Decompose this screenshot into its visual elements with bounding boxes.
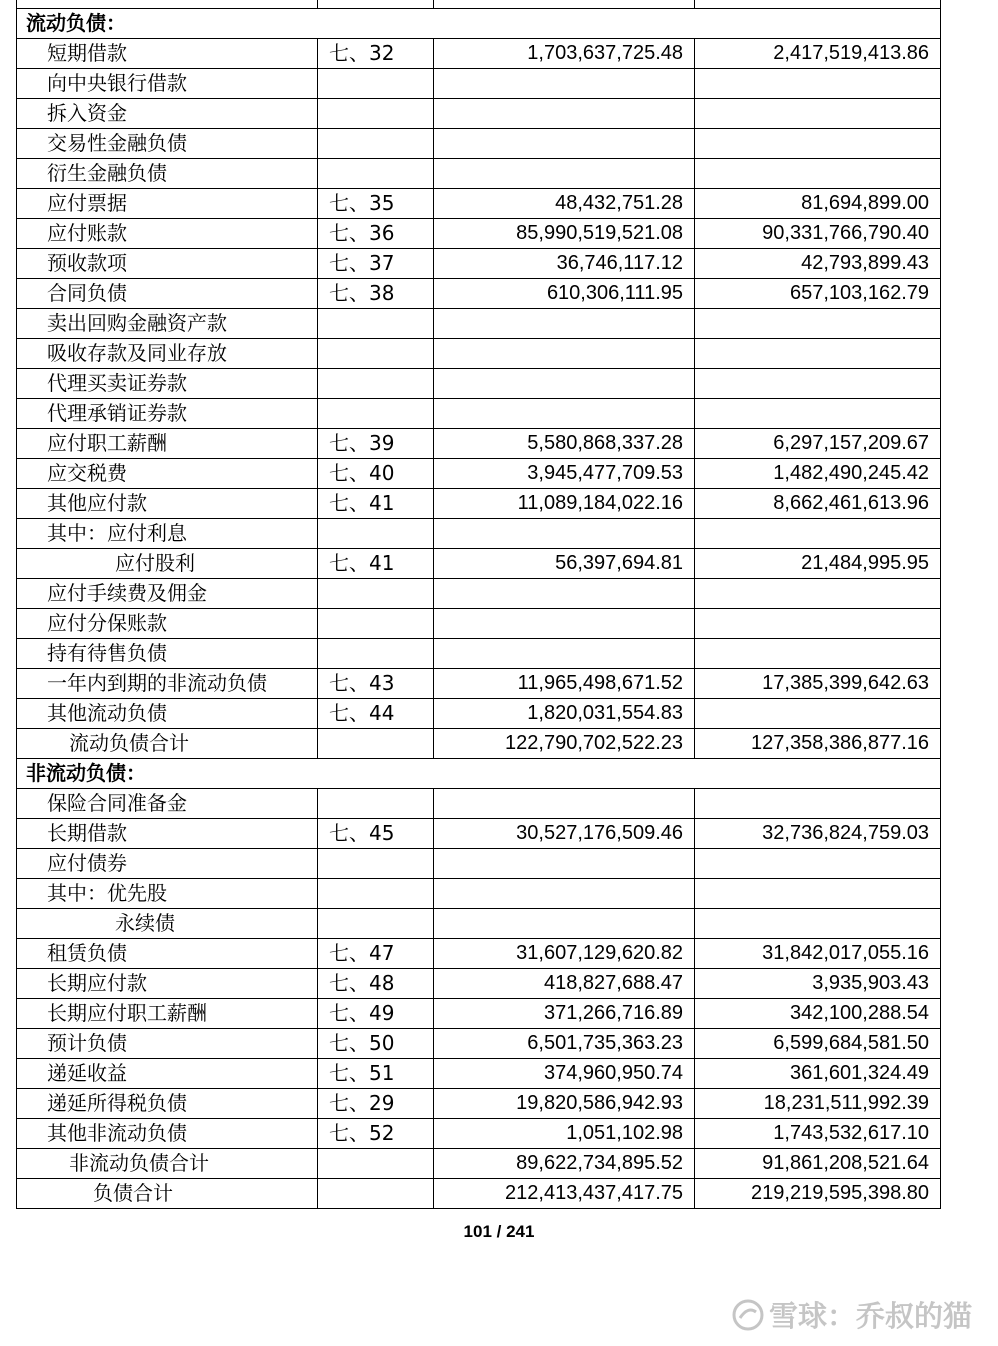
- previous-amount-cell: [695, 909, 941, 939]
- note-cell: [318, 789, 434, 819]
- previous-amount-cell: 31,842,017,055.16: [695, 939, 941, 969]
- current-amount-cell: 19,820,586,942.93: [434, 1089, 695, 1119]
- previous-amount-cell: [695, 129, 941, 159]
- current-amount-cell: 1,703,637,725.48: [434, 39, 695, 69]
- previous-amount-cell: [695, 609, 941, 639]
- previous-amount-cell: 1,743,532,617.10: [695, 1119, 941, 1149]
- table-row: [17, 909, 941, 939]
- item-cell: 预计负债: [17, 1029, 318, 1059]
- current-amount-cell: 374,960,950.74: [434, 1059, 695, 1089]
- previous-amount-cell: 219,219,595,398.80: [695, 1179, 941, 1209]
- table-row: [17, 1029, 941, 1059]
- table-row: [17, 429, 941, 459]
- current-amount-cell: [434, 129, 695, 159]
- previous-amount-cell: [695, 309, 941, 339]
- previous-amount-cell: 42,793,899.43: [695, 249, 941, 279]
- table-row: [17, 729, 941, 759]
- watermark: [731, 1294, 972, 1335]
- table-row: [17, 339, 941, 369]
- note-cell: 七、43: [318, 669, 434, 699]
- table-row: [17, 279, 941, 309]
- previous-amount-cell: [695, 849, 941, 879]
- current-amount-cell: [434, 789, 695, 819]
- table-row: [17, 129, 941, 159]
- previous-amount-cell: 8,662,461,613.96: [695, 489, 941, 519]
- table-row: [17, 369, 941, 399]
- table-row: [17, 669, 941, 699]
- current-amount-cell: 85,990,519,521.08: [434, 219, 695, 249]
- current-amount-cell: 5,580,868,337.28: [434, 429, 695, 459]
- section-title-current-liabilities: 流动负债：: [17, 9, 941, 39]
- note-cell: 七、37: [318, 249, 434, 279]
- item-cell: 吸收存款及同业存放: [17, 339, 318, 369]
- note-cell: 七、48: [318, 969, 434, 999]
- table-row: [17, 879, 941, 909]
- current-amount-cell: 122,790,702,522.23: [434, 729, 695, 759]
- item-cell: 保险合同准备金: [17, 789, 318, 819]
- table-row: [17, 489, 941, 519]
- table-row: [17, 159, 941, 189]
- item-cell: 代理买卖证券款: [17, 369, 318, 399]
- table-row: [17, 399, 941, 429]
- note-cell: [318, 849, 434, 879]
- table-row: [17, 1149, 941, 1179]
- previous-amount-cell: 3,935,903.43: [695, 969, 941, 999]
- previous-amount-cell: 342,100,288.54: [695, 999, 941, 1029]
- note-cell: [318, 159, 434, 189]
- previous-amount-cell: 18,231,511,992.39: [695, 1089, 941, 1119]
- item-cell: 合同负债: [17, 279, 318, 309]
- item-cell: 应付账款: [17, 219, 318, 249]
- note-cell: [318, 309, 434, 339]
- previous-amount-cell: 32,736,824,759.03: [695, 819, 941, 849]
- current-amount-cell: [434, 69, 695, 99]
- previous-amount-cell: 6,297,157,209.67: [695, 429, 941, 459]
- current-amount-cell: [434, 99, 695, 129]
- note-cell: 七、35: [318, 189, 434, 219]
- item-cell: 持有待售负债: [17, 639, 318, 669]
- note-cell: 七、49: [318, 999, 434, 1029]
- table-row: [17, 639, 941, 669]
- previous-amount-cell: 17,385,399,642.63: [695, 669, 941, 699]
- table-row: [17, 789, 941, 819]
- current-amount-cell: [434, 579, 695, 609]
- note-cell: [318, 129, 434, 159]
- current-amount-cell: [434, 519, 695, 549]
- previous-amount-cell: 21,484,995.95: [695, 549, 941, 579]
- item-cell: 递延收益: [17, 1059, 318, 1089]
- table-row: [17, 1119, 941, 1149]
- item-cell: 预收款项: [17, 249, 318, 279]
- item-cell: 非流动负债合计: [17, 1149, 318, 1179]
- note-cell: [318, 339, 434, 369]
- note-cell: [318, 369, 434, 399]
- previous-amount-cell: [695, 789, 941, 819]
- note-cell: 七、51: [318, 1059, 434, 1089]
- note-cell: 七、29: [318, 1089, 434, 1119]
- current-amount-cell: [434, 309, 695, 339]
- item-cell: 其他流动负债: [17, 699, 318, 729]
- current-amount-cell: [434, 0, 695, 9]
- item-cell: 卖出回购金融资产款: [17, 309, 318, 339]
- section-header-noncurrent: [17, 759, 941, 789]
- current-amount-cell: 1,051,102.98: [434, 1119, 695, 1149]
- item-cell: 应付职工薪酬: [17, 429, 318, 459]
- current-amount-cell: [434, 639, 695, 669]
- previous-amount-cell: 90,331,766,790.40: [695, 219, 941, 249]
- note-cell: [318, 579, 434, 609]
- note-cell: 七、44: [318, 699, 434, 729]
- note-cell: [318, 0, 434, 9]
- note-cell: 七、32: [318, 39, 434, 69]
- item-cell: 递延所得税负债: [17, 1089, 318, 1119]
- current-amount-cell: 31,607,129,620.82: [434, 939, 695, 969]
- table-row: [17, 849, 941, 879]
- current-amount-cell: 3,945,477,709.53: [434, 459, 695, 489]
- watermark-text: 雪球：乔叔的猫: [768, 1299, 972, 1333]
- item-cell: [17, 0, 318, 9]
- current-amount-cell: 371,266,716.89: [434, 999, 695, 1029]
- note-cell: 七、41: [318, 549, 434, 579]
- current-amount-cell: 610,306,111.95: [434, 279, 695, 309]
- item-cell: 应付手续费及佣金: [17, 579, 318, 609]
- current-amount-cell: 1,820,031,554.83: [434, 699, 695, 729]
- item-cell: 永续债: [17, 909, 318, 939]
- previous-amount-cell: [695, 369, 941, 399]
- item-cell: 一年内到期的非流动负债: [17, 669, 318, 699]
- table-row: [17, 1179, 941, 1209]
- current-amount-cell: 48,432,751.28: [434, 189, 695, 219]
- note-cell: [318, 909, 434, 939]
- current-amount-cell: 56,397,694.81: [434, 549, 695, 579]
- current-amount-cell: 11,965,498,671.52: [434, 669, 695, 699]
- note-cell: 七、39: [318, 429, 434, 459]
- balance-sheet-page: [16, 0, 940, 1209]
- current-amount-cell: 418,827,688.47: [434, 969, 695, 999]
- table-row: [17, 249, 941, 279]
- previous-amount-cell: [695, 879, 941, 909]
- previous-amount-cell: 361,601,324.49: [695, 1059, 941, 1089]
- item-cell: 长期应付职工薪酬: [17, 999, 318, 1029]
- item-cell: 负债合计: [17, 1179, 318, 1209]
- note-cell: 七、38: [318, 279, 434, 309]
- note-cell: 七、52: [318, 1119, 434, 1149]
- table-row: [17, 69, 941, 99]
- previous-amount-cell: [695, 0, 941, 9]
- item-cell: 短期借款: [17, 39, 318, 69]
- previous-amount-cell: 81,694,899.00: [695, 189, 941, 219]
- current-amount-cell: 6,501,735,363.23: [434, 1029, 695, 1059]
- item-cell: 衍生金融负债: [17, 159, 318, 189]
- table-row-cut: [17, 0, 941, 9]
- table-row: [17, 189, 941, 219]
- current-amount-cell: [434, 399, 695, 429]
- item-cell: 其中：应付利息: [17, 519, 318, 549]
- previous-amount-cell: [695, 699, 941, 729]
- note-cell: [318, 69, 434, 99]
- section-title-noncurrent-liabilities: 非流动负债：: [17, 759, 941, 789]
- note-cell: [318, 609, 434, 639]
- current-amount-cell: 89,622,734,895.52: [434, 1149, 695, 1179]
- previous-amount-cell: [695, 519, 941, 549]
- table-row: [17, 219, 941, 249]
- previous-amount-cell: 2,417,519,413.86: [695, 39, 941, 69]
- previous-amount-cell: [695, 399, 941, 429]
- table-row: [17, 519, 941, 549]
- note-cell: [318, 639, 434, 669]
- item-cell: 流动负债合计: [17, 729, 318, 759]
- note-cell: [318, 519, 434, 549]
- previous-amount-cell: [695, 99, 941, 129]
- page-number: 101 / 241: [463, 1222, 535, 1241]
- current-amount-cell: 36,746,117.12: [434, 249, 695, 279]
- previous-amount-cell: [695, 339, 941, 369]
- current-amount-cell: [434, 609, 695, 639]
- item-cell: 租赁负债: [17, 939, 318, 969]
- item-cell: 应付票据: [17, 189, 318, 219]
- previous-amount-cell: [695, 69, 941, 99]
- item-cell: 长期应付款: [17, 969, 318, 999]
- table-row: [17, 39, 941, 69]
- item-cell: 向中央银行借款: [17, 69, 318, 99]
- current-amount-cell: [434, 909, 695, 939]
- table-row: [17, 1089, 941, 1119]
- table-row: [17, 939, 941, 969]
- note-cell: [318, 1179, 434, 1209]
- current-amount-cell: [434, 339, 695, 369]
- table-row: [17, 579, 941, 609]
- table-row: [17, 309, 941, 339]
- previous-amount-cell: 127,358,386,877.16: [695, 729, 941, 759]
- previous-amount-cell: 6,599,684,581.50: [695, 1029, 941, 1059]
- item-cell: 长期借款: [17, 819, 318, 849]
- previous-amount-cell: 1,482,490,245.42: [695, 459, 941, 489]
- previous-amount-cell: [695, 159, 941, 189]
- note-cell: 七、41: [318, 489, 434, 519]
- previous-amount-cell: [695, 639, 941, 669]
- current-amount-cell: [434, 849, 695, 879]
- snowball-logo-icon: [731, 1298, 765, 1332]
- item-cell: 应付股利: [17, 549, 318, 579]
- item-cell: 其中：优先股: [17, 879, 318, 909]
- table-row: [17, 1059, 941, 1089]
- item-cell: 其他应付款: [17, 489, 318, 519]
- previous-amount-cell: 657,103,162.79: [695, 279, 941, 309]
- item-cell: 应交税费: [17, 459, 318, 489]
- item-cell: 应付分保账款: [17, 609, 318, 639]
- note-cell: [318, 1149, 434, 1179]
- note-cell: [318, 99, 434, 129]
- note-cell: 七、36: [318, 219, 434, 249]
- current-amount-cell: 30,527,176,509.46: [434, 819, 695, 849]
- table-row: [17, 999, 941, 1029]
- note-cell: 七、40: [318, 459, 434, 489]
- current-amount-cell: 11,089,184,022.16: [434, 489, 695, 519]
- item-cell: 代理承销证券款: [17, 399, 318, 429]
- current-amount-cell: [434, 879, 695, 909]
- previous-amount-cell: 91,861,208,521.64: [695, 1149, 941, 1179]
- table-row: [17, 969, 941, 999]
- table-row: [17, 549, 941, 579]
- table-row: [17, 699, 941, 729]
- current-amount-cell: [434, 369, 695, 399]
- item-cell: 应付债券: [17, 849, 318, 879]
- previous-amount-cell: [695, 579, 941, 609]
- note-cell: 七、45: [318, 819, 434, 849]
- current-amount-cell: [434, 159, 695, 189]
- table-row: [17, 609, 941, 639]
- note-cell: [318, 879, 434, 909]
- note-cell: 七、50: [318, 1029, 434, 1059]
- item-cell: 拆入资金: [17, 99, 318, 129]
- section-header-current: [17, 9, 941, 39]
- table-row: [17, 459, 941, 489]
- table-row: [17, 819, 941, 849]
- liabilities-table: [16, 0, 941, 1209]
- table-row: [17, 99, 941, 129]
- item-cell: 其他非流动负债: [17, 1119, 318, 1149]
- note-cell: [318, 399, 434, 429]
- note-cell: [318, 729, 434, 759]
- note-cell: 七、47: [318, 939, 434, 969]
- current-amount-cell: 212,413,437,417.75: [434, 1179, 695, 1209]
- item-cell: 交易性金融负债: [17, 129, 318, 159]
